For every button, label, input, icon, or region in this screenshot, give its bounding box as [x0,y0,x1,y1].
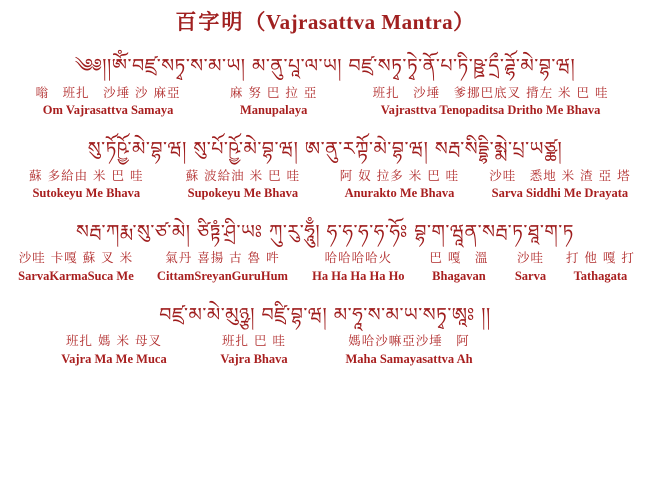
translit-cell [478,167,642,203]
translit-row-4 [0,332,650,368]
translit-cell [559,249,642,285]
mantra-block-2 [0,136,650,203]
chinese-translit: 蘇 波給油 米 巴 哇 [185,167,301,183]
chinese-translit: 阿 奴 拉多 米 巴 哇 [339,167,460,183]
translit-cell [208,84,339,120]
translit-cell [321,167,478,203]
translit-cell [8,84,208,120]
roman-translit: Vajra Ma Me Muca [61,351,167,366]
translit-cell [34,332,194,368]
roman-translit: Sutokeyu Me Bhava [32,186,141,201]
chinese-translit: 哈哈哈哈火 [324,250,393,266]
translit-cell [502,249,559,285]
chinese-translit: 班扎 沙埵 爹挪巴底叉 揹左 米 巴 哇 [372,84,609,100]
chinese-translit: 蘇 多給由 米 巴 哇 [29,167,144,183]
chinese-translit: 班扎 媽 米 母叉 [66,333,162,349]
tibetan-line-1: ༄༅།།ཨོཾ་བཛྲ་སཏྭ་ས་མ་ཡ། མ་ནུ་པཱ་ལ་ཡ། བཛྲ་སཏྭ་ཏྭེ་ནོ་པ་ཏི་ཥྛ་དྲྀ་ཌྷོ་མེ་བྷ་ཝ། [74,55,576,78]
roman-translit: Om Vajrasattva Samaya [42,103,174,118]
chinese-translit: 沙哇 [516,250,544,266]
page-title-cjk: 百字明 [175,10,245,34]
mantra-block-4 [0,302,650,369]
page-title-latin: （Vajrasattva Mantra） [244,10,475,34]
translit-cell [8,167,165,203]
roman-translit: CittamSreyanGuruHum [156,269,288,284]
translit-cell [144,249,301,285]
chinese-translit: 嗡 班扎 沙埵 沙 麻亞 [35,84,181,100]
tibetan-line-3: སརྦ་ཀརྨ་སུ་ཙ་མེ། ཙིཏྟཾ་ཤྲི་ཡཿ ཀུ་རུ་ཧཱུྃ། ཧ་ཧ་ཧ་ཧ་ཧོཿ བྷ་ག་ཝཱན་སརྦ་ཏ་ཐཱ་ག་ཏ [76,220,574,243]
translit-cell [339,84,642,120]
mantra-block-3 [0,219,650,286]
chinese-translit: 沙哇 悉地 米 渣 亞 塔 [489,167,631,183]
roman-translit: Ha Ha Ha Ha Ho [312,269,405,284]
chinese-translit: 班扎 巴 哇 [222,333,286,349]
roman-translit: SarvaKarmaSuca Me [18,269,134,284]
mantra-block-1 [0,53,650,120]
roman-translit: Tathagata [573,269,628,284]
tibetan-line-2: སུ་ཏོཥྱོ་མེ་བྷ་ཝ། སུ་པོ་ཥྱོ་མེ་བྷ་ཝ། ཨ་ནུ་རཀྟོ་མེ་བྷ་ཝ། སརྦ་སིདྡྷི་མྨེ་པྲ་ཡཙྪ། [87,137,563,160]
translit-cell [165,167,322,203]
roman-translit: Manupalaya [239,103,308,118]
tibetan-line-4: བཛྲ་མ་མེ་མུཉྩ། བཛྲི་བྷ་ཝ། མ་ཧཱ་ས་མ་ཡ་སཏྭ་ཨཱཿ །། [159,303,491,326]
chinese-translit: 氣丹 喜揚 古 魯 吽 [165,250,280,266]
chinese-translit: 巴 嘎 溫 [429,250,489,266]
roman-translit: Anurakto Me Bhava [344,186,455,201]
translit-cell [301,249,416,285]
chinese-translit: 麻 努 巴 拉 亞 [229,84,318,100]
roman-translit: Vajra Bhava [220,351,288,366]
translit-cell [314,332,504,368]
chinese-translit: 打 他 嘎 打 [565,250,635,266]
translit-row-2 [0,167,650,203]
roman-translit: Sarva Siddhi Me Drayata [491,186,629,201]
translit-row-3 [0,249,650,285]
translit-row-1 [0,84,650,120]
translit-cell [416,249,502,285]
roman-translit: Maha Samayasattva Ah [345,351,473,366]
chinese-translit: 媽哈沙嘛亞沙埵 阿 [348,333,470,349]
page-title [0,0,650,35]
roman-translit: Sarva [514,269,547,284]
translit-cell [194,332,314,368]
chinese-translit: 沙哇 卡嘎 蘇 叉 米 [18,250,134,266]
roman-translit: Vajrasttva Tenopaditsa Dritho Me Bhava [380,103,601,118]
roman-translit: Bhagavan [432,269,486,284]
roman-translit: Supokeyu Me Bhava [187,186,299,201]
translit-cell [8,249,144,285]
